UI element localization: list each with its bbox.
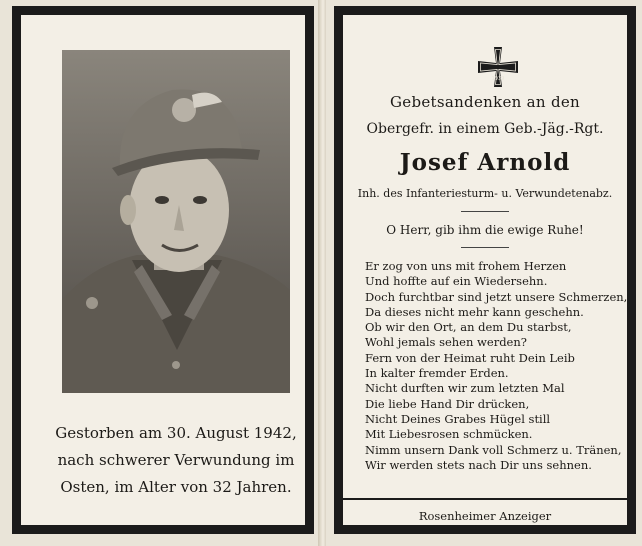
publisher-name: Rosenheimer Anzeiger [418,509,552,523]
poem-line: In kalter fremder Erden. [365,366,509,381]
poem-line: Und hoffte auf ein Wiedersehn. [365,274,548,289]
memorial-header: Gebetsandenken an den [389,93,580,111]
memorial-poem [365,259,627,473]
divider [461,247,509,248]
divider [461,211,509,212]
poem-line: Doch furchtbar sind jetzt unsere Schmerzen, [365,289,628,304]
rank-line: Obergefr. in einem Geb.-Jäg.-Rgt. [366,121,604,137]
right-mourning-frame [334,6,636,534]
death-line: Osten, im Alter von 32 Jahren. [60,478,292,496]
cross-year: 1939 [491,76,505,82]
poem-line: Fern von der Heimat ruht Dein Leib [365,350,575,365]
right-card [326,0,642,546]
poem-line: Die liebe Hand Dir drücken, [365,396,530,411]
poem-line: Er zog von uns mit frohem Herzen [365,259,567,273]
death-line: nach schwerer Verwundung im [57,451,295,469]
soldier-portrait-photo [62,50,290,393]
left-card [0,0,320,546]
poem-line: Ob wir den Ort, an dem Du starbst, [365,320,572,335]
poem-line: Nicht durften wir zum letzten Mal [365,381,565,396]
poem-line: Da dieses nicht mehr kann geschehn. [365,304,584,319]
poem-line: Nimm unsern Dank voll Schmerz u. Tränen, [365,442,622,457]
poem-line: Wir werden stets nach Dir uns sehnen. [365,457,592,472]
death-line: Gestorben am 30. August 1942, [55,424,297,442]
iron-cross-icon [474,43,522,91]
death-notice [44,420,308,501]
left-mourning-frame [12,6,314,534]
poem-line: Wohl jemals sehen werden? [365,335,527,350]
deceased-name: Josef Arnold [399,149,571,176]
poem-line: Nicht Deines Grabes Hügel still [365,411,551,426]
prayer-line: O Herr, gib ihm die ewige Ruhe! [386,223,584,237]
poem-line: Mit Liebesrosen schmücken. [365,427,533,442]
divider [343,498,627,500]
decorations-line: Inh. des Infanteriesturm- u. Verwundetenabz. [357,187,613,200]
